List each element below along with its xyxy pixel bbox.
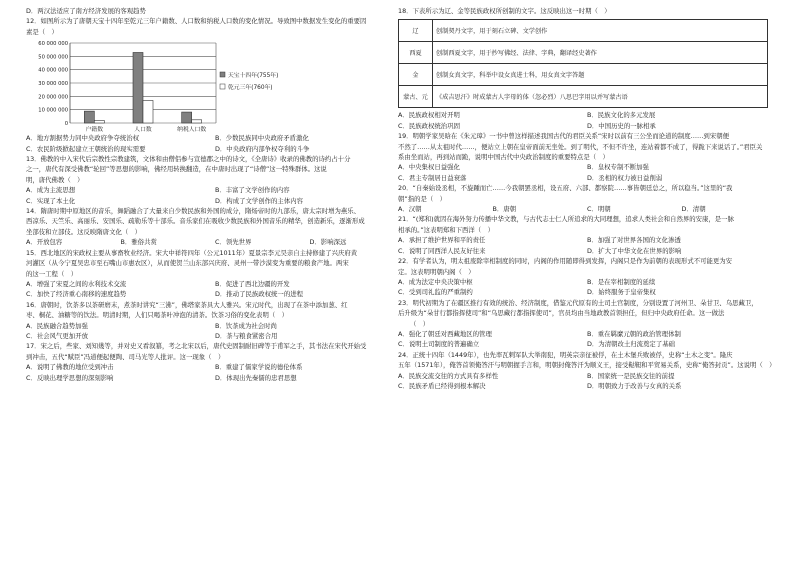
q12-option-a[interactable]: A．地方割据势力同中央政府争夺统治权 xyxy=(26,134,140,143)
q24-stem-2: 五年（1571年），俺答首领俺答汗与明朝握手言和，明朝封俺答汗为顺义王，接受鞑靼和平贸易关系，史称“俺答封贡”。这说明（ ） xyxy=(398,361,776,370)
q16-option-b[interactable]: B．饮茶成为社会时尚 xyxy=(215,321,277,330)
question-23 xyxy=(398,298,776,350)
q17-stem-1: 17．宋之后，些家、刘知幾等，并对史又看叙纂，考之北宋以后，唐代史固制耐旧碑等于甫军之手，其书法在宋代开始受 xyxy=(26,342,367,351)
question-13 xyxy=(26,154,404,206)
q12-option-c[interactable]: C．农民阶级掀起建立王朝统治的现实需要 xyxy=(26,144,146,153)
q23-stem-2: 后升级为“朵甘行都指挥使司”和“乌思藏行都指挥使司”，官员均由当地政教首领担任，但归中央政府任命。这一做法 xyxy=(398,309,725,318)
q13-option-b[interactable]: B．丰富了文学创作的内容 xyxy=(215,186,290,195)
x-category-label: 户籍数 xyxy=(85,127,104,134)
q15-stem-3: 的这一工程（ ） xyxy=(26,269,78,278)
y-tick-label: 10 000 000 xyxy=(38,107,68,114)
q14-stem-2: 西凉乐、天竺乐、高丽乐、安国乐、疏勒乐等十部乐。音乐家们在吸收少数民族和外国音乐的精华，创造新乐，逐渐形成 xyxy=(26,217,365,226)
q24-option-d[interactable]: D．明朝致力于改善与女真的关系 xyxy=(587,381,682,390)
question-20 xyxy=(398,183,776,214)
q18-option-a[interactable]: A．民族政权相对开明 xyxy=(398,111,460,120)
q21-option-a[interactable]: A．承担了维护世界和平的责任 xyxy=(398,236,486,245)
q16-option-a[interactable]: A．民族融合趋势加强 xyxy=(26,321,88,330)
q13-stem-2: 之一，唐代有深受佛教“轮回”等思想的影响，佛经用转换翻造，在中唐时出现了“诗僧”这一特殊群体。这说 xyxy=(26,165,327,174)
question-21 xyxy=(398,214,776,256)
q24-option-b[interactable]: B．国家统一是民族交往的前提 xyxy=(587,371,675,380)
q19-option-c[interactable]: C．君主专制居日益衰落 xyxy=(398,173,467,182)
q22-option-d[interactable]: D．始终服务于皇帝集权 xyxy=(587,288,656,297)
q21-option-b[interactable]: B．加强了对世界各国的文化渗透 xyxy=(587,236,681,245)
legend-swatch xyxy=(220,72,225,77)
q23-option-c[interactable]: C．说明土司制度的普遍确立 xyxy=(398,340,480,349)
q23-option-d[interactable]: D．为清朝改土归流奠定了基础 xyxy=(587,340,675,349)
q18-stem: 18．下表所示为辽、金等民族政权所创制的文字。这反映出这一时期（ ） xyxy=(398,7,611,15)
q12-stem-2: 素是（ ） xyxy=(26,27,58,36)
dynasty-script-table xyxy=(398,19,768,108)
legend-label: 天宝十四年(755年) xyxy=(228,73,279,80)
bar-series2 xyxy=(192,120,202,123)
table-row xyxy=(399,64,768,86)
q22-stem-2: 定。这表明明朝内阁（ ） xyxy=(398,267,475,276)
table-cell-desc: 创制契丹文字，用于刻石立碑、文学创作 xyxy=(433,20,768,42)
q19-stem-3: 系由坐而站，再到站而跪，说明中国古代中央政治制度的重要特点是（ ） xyxy=(398,153,609,162)
legend-label: 乾元三年(760年) xyxy=(228,85,273,92)
q17-option-b[interactable]: B．重建了儒家学说的德伦体系 xyxy=(215,363,303,372)
q20-option-a[interactable]: A．汉朝 xyxy=(398,205,422,214)
q21-option-c[interactable]: C．说明了同西洋人民友好往来 xyxy=(398,246,486,255)
table-row xyxy=(399,20,768,42)
q17-option-d[interactable]: D．体现出先秦儒的忠君思想 xyxy=(215,373,297,382)
q13-option-c[interactable]: C．实现了本土化 xyxy=(26,196,76,205)
y-tick-label: 50 000 000 xyxy=(38,54,68,61)
question-19 xyxy=(398,131,776,183)
q20-stem-1: 20．“自秦始设丞相，不旋踵而亡……今我朝罢丞相，设五府、六部、都察院……事皆朝廷总之，所以稳当。”这里的“我 xyxy=(398,184,733,193)
q12-option-b[interactable]: B．少数民族同中央政府矛盾激化 xyxy=(215,134,309,143)
q14-option-c[interactable]: C．领先世界 xyxy=(215,238,252,247)
q16-stem-2: 枣、桐花、油糖等的饮法。明清时期，人们只喝茶叶冲泡的清茶。饮茶习俗的变化表明（ ） xyxy=(26,311,289,320)
q19-stem-2: 不然了……从太祖时代……，便站立上朝在皇帝面前无坐处。到了明代，不但不许坐，连站着都不成了，得跪下来说话了。”君臣关 xyxy=(398,142,763,151)
q20-option-d[interactable]: D．清朝 xyxy=(681,205,706,214)
q15-stem-1: 15．西北地区的宋政权主要从事畜牧业经济。宋大中祥符四年（公元1011年）夏景宗李元昊亲自主持修建了兴庆府黄 xyxy=(26,248,358,257)
question-12 xyxy=(26,16,404,154)
q19-option-d[interactable]: D．丞相的权力被日益削弱 xyxy=(587,173,663,182)
q14-option-b[interactable]: B．雅俗共赏 xyxy=(120,238,157,247)
q14-option-d[interactable]: D．影响深远 xyxy=(309,238,347,247)
q14-stem-1: 14．隋唐时期中原地区的音乐，舞蹈融合了大量来自少数民族和外国的成分，隋炀帝时的九部乐，唐太宗时增为燕乐、 xyxy=(26,207,361,216)
q19-stem-1: 19．明朝学家吴晗在《朱元璋》一书中曾这样描述我国古代的君臣关系“宋时以前有三公坐而论道的制度……到宋朝便 xyxy=(398,132,729,141)
q15-option-b[interactable]: B．促进了西北边疆的开发 xyxy=(215,279,290,288)
bar-series2 xyxy=(94,121,104,124)
table-row xyxy=(399,86,768,108)
q12-option-d[interactable]: D．中央政府内部争权夺利的斗争 xyxy=(215,144,310,153)
q16-stem-1: 16．唐朝时，饮茶多以茶研磨末，煮茶时讲究“三沸”，佛塔家茶具大人雅兴。宋元时代，出现了在茶中添加葱、红 xyxy=(26,300,348,309)
q17-stem-2: 到冲击，五代“赋臣”冯道便起便陶、司马光等人批评。这一现象（ ） xyxy=(26,352,225,361)
table-cell-desc: 创制女真文字，科举中设女真进士科，用女真文字答题 xyxy=(433,64,768,86)
question-14 xyxy=(26,206,404,248)
y-tick-label: 60 000 000 xyxy=(38,41,68,48)
q20-stem-2: 朝”指的是（ ） xyxy=(398,194,447,203)
question-22 xyxy=(398,256,776,298)
q17-option-c[interactable]: C．反映出理学思想的深刻影响 xyxy=(26,373,114,382)
q12-stem-1: 12．如图所示为了唐朝天宝十四年至乾元三年户籍数、人口数和纳税人口数的变化情况。导致图中数据发生变化的重要因 xyxy=(26,17,367,26)
q15-option-d[interactable]: D．推动了民族政权统一的进程 xyxy=(215,290,303,299)
q18-option-c[interactable]: C．民族政权统治巩固 xyxy=(398,121,460,130)
question-15 xyxy=(26,248,404,300)
population-chart xyxy=(26,37,404,133)
x-category-label: 人口数 xyxy=(134,127,152,134)
q24-option-c[interactable]: C．民族矛盾已经得到根本解决 xyxy=(398,381,486,390)
q19-option-b[interactable]: B．皇权专制不断加强 xyxy=(587,163,649,172)
table-cell-dynasty: 金 xyxy=(399,64,433,86)
left-column xyxy=(26,6,404,383)
q13-option-a[interactable]: A．成为主流思想 xyxy=(26,186,76,195)
question-17 xyxy=(26,341,404,383)
q20-option-b[interactable]: B．唐朝 xyxy=(492,205,517,214)
bar-series1 xyxy=(84,111,94,123)
q14-option-a[interactable]: A．开放包容 xyxy=(26,238,63,247)
q13-option-d[interactable]: D．构成了文学创作的主体内容 xyxy=(215,196,303,205)
q15-option-a[interactable]: A．增强了宋夏之间的水利技术交流 xyxy=(26,279,127,288)
table-cell-dynasty: 蒙古、元 xyxy=(399,86,433,108)
q23-stem-1: 23．明代初期为了在疆区推行有效的统治、经济制度，借鉴元代原有的土司土官制度，分别设置了河州卫、朵甘卫、乌思藏卫， xyxy=(398,298,758,307)
bar-series1 xyxy=(133,53,143,124)
table-cell-dynasty: 辽 xyxy=(399,20,433,42)
q21-option-d[interactable]: D．扩大了中华文化在世界的影响 xyxy=(587,246,682,255)
x-category-label: 纳税人口数 xyxy=(177,127,207,134)
q13-stem-3: 明，唐代佛教（ ） xyxy=(26,175,84,184)
q22-option-c[interactable]: C．受到司礼监的严重制约 xyxy=(398,288,473,297)
q23-stem-3: （ ） xyxy=(410,319,430,328)
q21-stem-1: 21．“(郑和)就因在海外努力传播中华文教，与古代志士仁人所追求的大同理想，追求人类社会和自然界的安康，是一脉 xyxy=(398,215,734,224)
question-18 xyxy=(398,6,776,131)
q23-option-a[interactable]: A．强化了朝廷对西藏地区的管理 xyxy=(398,329,492,338)
question-24 xyxy=(398,350,776,392)
y-tick-label: 20 000 000 xyxy=(38,94,68,101)
bar-series2 xyxy=(143,101,153,124)
table-cell-dynasty: 西夏 xyxy=(399,42,433,64)
right-column xyxy=(398,6,776,391)
table-cell-desc: 《成吉思汗》时成蒙古人字母的体（忽必烈）八思巴字用以并写蒙古语 xyxy=(433,86,768,108)
table-cell-desc: 创制西夏文字，用于抄写佛经、法律、字典，翻译经史著作 xyxy=(433,42,768,64)
question-16 xyxy=(26,300,404,342)
q21-stem-2: 相承的。”这表明郑和下西洋（ ） xyxy=(398,225,494,234)
y-tick-label: 30 000 000 xyxy=(38,81,68,88)
y-tick-label: 40 000 000 xyxy=(38,67,68,74)
q22-stem-1: 22．有学者认为，明太祖废除宰相制度的同时，内阁的作用随即得到发挥，内阁只是作为前朝的表现形式不可能更为安 xyxy=(398,257,733,266)
q22-option-b[interactable]: B．是在宰相制度的延续 xyxy=(587,277,656,286)
q16-option-d[interactable]: D．茶与粮食紧密合用 xyxy=(215,331,278,340)
q15-option-c[interactable]: C．加快了经济重心南移的速度趋势 xyxy=(26,290,127,299)
bar-chart-svg xyxy=(26,37,404,133)
y-tick-label: 0 xyxy=(64,121,68,128)
legend-swatch xyxy=(220,84,225,89)
q15-stem-2: 河灌区（从今宁夏吴忠市至石嘴山市惠农区），从而使贺兰山东部兴庆府、灵州一带沙漠变为重要的粮食产地。两宋 xyxy=(26,259,349,268)
q18-option-b[interactable]: B．民族文化的多元发展 xyxy=(587,111,656,120)
q16-option-c[interactable]: C．社会风气更加开放 xyxy=(26,331,88,340)
table-row xyxy=(399,42,768,64)
q24-option-a[interactable]: A．民族交流交往的方式具有多样性 xyxy=(398,371,499,380)
q18-option-d[interactable]: D．中国历史的一脉相承 xyxy=(587,121,656,130)
q11-option-d: D．两汉法适应了南方经济发展的客观趋势 xyxy=(26,7,146,15)
q23-option-b[interactable]: B．重在羁縻元朝的政治管理体制 xyxy=(587,329,681,338)
q20-option-c[interactable]: C．明朝 xyxy=(587,205,611,214)
q19-option-a[interactable]: A．中央集权日益强化 xyxy=(398,163,460,172)
q13-stem-1: 13．佛教的中入宋代后宗教性宗教建筑，文体和由僧侣参与宣德郡之中的诗文，《全唐诗》收录的佛教的诗约占十分 xyxy=(26,155,351,164)
q17-option-a[interactable]: A．说明了佛教的地位受到冲击 xyxy=(26,363,114,372)
q14-stem-3: 坐部伎和立部伎。这反映隋唐文化（ ） xyxy=(26,227,142,236)
q22-option-a[interactable]: A．成为法定中央决策中枢 xyxy=(398,277,473,286)
q24-stem-1: 24．正统十四年（1449年），也先率瓦剌军队大举南犯，明英宗亲征被俘，在土木堡兵败被俘，史称“土木之变”。隆庆 xyxy=(398,350,733,359)
bar-series1 xyxy=(182,112,192,123)
